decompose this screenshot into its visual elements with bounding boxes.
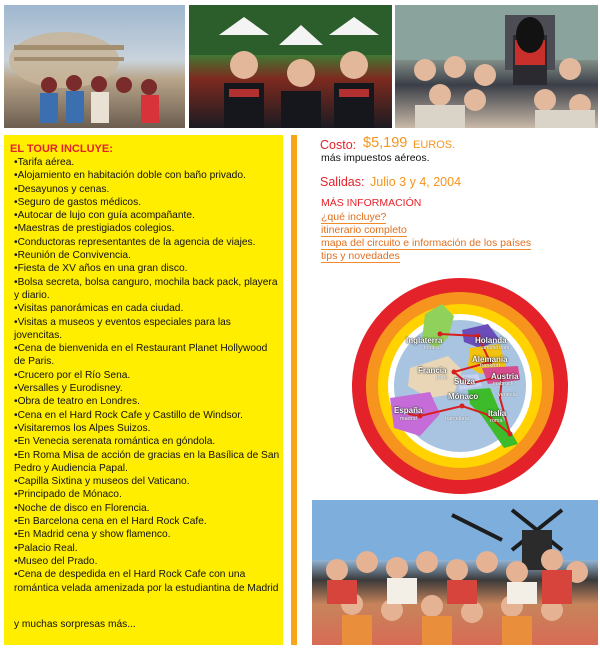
photo-icon (395, 5, 598, 128)
list-item: •Maestras de prestigiados colegios. (14, 223, 175, 235)
more-surprises-text: y muchas sorpresas más... (14, 619, 136, 630)
list-item: •Desayunos y cenas. (14, 183, 110, 195)
map-country-label: Inglaterra (406, 336, 443, 345)
map-city-label: frankfurt (480, 363, 501, 369)
map-city-label: londres (424, 345, 443, 351)
map-country-label: Alemania (472, 355, 508, 364)
photo-icon (312, 500, 598, 645)
list-item: •Reunión de Convivencia. (14, 250, 131, 262)
colosseum-group-photo (4, 5, 185, 128)
map-country-label: Austria (491, 372, 519, 381)
link-what-includes[interactable]: ¿qué incluye? (321, 211, 387, 223)
photo-icon (189, 5, 392, 128)
list-item: •En Barcelona cena en el Hard Rock Cafe. (14, 516, 207, 528)
list-item: •Alojamiento en habitación doble con baño privado. (14, 170, 246, 182)
europe-map-icon (350, 276, 570, 496)
map-country-label: España (394, 406, 423, 415)
list-item: •Cena de despedida en el Hard Rock Cafe con una romántica velada amenizada por la estudiantina de Madrid (14, 569, 279, 594)
list-item: •Autocar de lujo con guía acompañante. (14, 210, 195, 222)
list-item: •Principado de Mónaco. (14, 489, 122, 501)
map-city-label: madrid (400, 416, 417, 422)
list-item: •Visitaremos los Alpes Suizos. (14, 422, 151, 434)
list-item: •Visitas a museos y eventos especiales para las jovencitas. (14, 316, 231, 341)
map-country-label: Holanda (475, 336, 507, 345)
list-item: •Obra de teatro en Londres. (14, 396, 140, 408)
cost-value: $5,199 (363, 135, 408, 151)
list-item: •Crucero por el Río Sena. (14, 369, 131, 381)
map-country-label: Italia (488, 409, 507, 418)
dutch-costume-photo (189, 5, 392, 128)
cost-currency: EUROS. (413, 139, 456, 151)
map-country-label: Francia (418, 366, 447, 375)
departures-label: Salidas: (320, 175, 365, 189)
map-city-label: barcelona (445, 416, 470, 422)
map-city-label: insbruck (493, 381, 514, 387)
list-item: •Cena de bienvenida en el Restaurant Planet Hollywood de Paris. (14, 343, 268, 368)
cost-taxes-note: más impuestos aéreos. (321, 152, 430, 164)
list-item: •Conductoras representantes de la agencia de viajes. (14, 236, 256, 248)
link-tips-news[interactable]: tips y novedades (321, 250, 400, 262)
cost-label: Costo: (320, 138, 357, 152)
list-item: •Museo del Prado. (14, 555, 98, 567)
list-item: •Capilla Sixtina y museos del Vaticano. (14, 476, 190, 488)
map-city-label: roma (490, 418, 503, 424)
list-item: •En Roma Misa de acción de gracias en la Basílica de San Pedro y Audiencia Papal. (14, 449, 280, 474)
more-info-heading: MÁS INFORMACIÓN (321, 197, 422, 209)
list-item: •Tarifa aérea. (14, 157, 75, 168)
map-city-label: paris (436, 375, 448, 381)
photo-icon (4, 5, 185, 128)
map-city-label: venecia (498, 392, 517, 398)
list-item: •Noche de disco en Florencia. (14, 502, 150, 514)
list-item: •Seguro de gastos médicos. (14, 196, 142, 208)
list-item: •Palacio Real. (14, 542, 78, 554)
departures-value: Julio 3 y 4, 2004 (370, 175, 462, 189)
list-item: •En Venecia serenata romántica en góndola. (14, 436, 216, 448)
map-country-label: Suiza (454, 377, 475, 386)
tour-panel-divider (291, 135, 297, 645)
london-guard-photo (395, 5, 598, 128)
tour-title: EL TOUR INCLUYE: (10, 143, 113, 155)
map-country-label: Mónaco (448, 392, 479, 401)
tour-includes-list (14, 156, 280, 595)
link-full-itinerary[interactable]: itinerario completo (321, 224, 407, 236)
list-item: •Cena en el Hard Rock Cafe y Castillo de Windsor. (14, 409, 243, 421)
tour-circuit-map[interactable] (350, 276, 570, 496)
windmill-group-photo (312, 500, 598, 645)
list-item: •Visitas panorámicas en cada ciudad. (14, 303, 184, 315)
list-item: •Fiesta de XV años en una gran disco. (14, 263, 188, 275)
list-item: •En Madrid cena y show flamenco. (14, 529, 171, 541)
list-item: •Versalles y Eurodisney. (14, 383, 123, 395)
link-circuit-map[interactable]: mapa del circuito e información de los países (321, 237, 532, 249)
map-city-label: amsterdam (482, 345, 510, 351)
list-item: •Bolsa secreta, bolsa canguro, mochila back pack, playera y diario. (14, 276, 278, 301)
